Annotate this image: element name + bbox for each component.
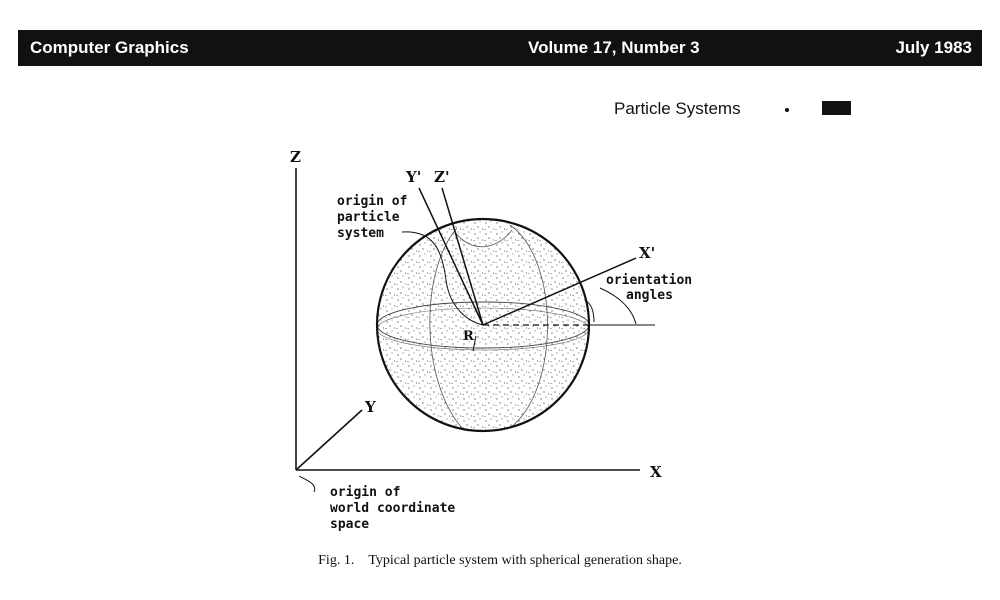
- particle-origin-label-line1: origin of: [337, 194, 408, 209]
- journal-title: Computer Graphics: [30, 38, 189, 57]
- particle-origin-label-line2: particle: [337, 210, 400, 225]
- caption-text: Typical particle system with spherical generation shape.: [368, 553, 682, 568]
- y-axis-label: Y: [365, 398, 376, 416]
- world-origin-label-line1: origin of: [330, 485, 401, 500]
- x-prime-label: X': [639, 244, 656, 262]
- y-axis-line: [296, 410, 362, 470]
- world-origin-label-line3: space: [330, 517, 370, 532]
- y-prime-label: Y': [406, 168, 422, 186]
- x-axis-label: X: [650, 463, 662, 481]
- volume-number: Volume 17, Number 3: [528, 38, 700, 57]
- issue-date: July 1983: [895, 38, 972, 57]
- world-origin-leader-curve: [299, 476, 315, 492]
- figure-number: Fig. 1.: [318, 553, 355, 568]
- section-title: Particle Systems: [614, 99, 741, 118]
- orientation-label-line1: orientation: [606, 273, 693, 288]
- z-prime-label: Z': [434, 168, 450, 186]
- orientation-label-line2: angles: [626, 288, 673, 303]
- world-origin-label-line2: world coordinate: [330, 501, 456, 516]
- figure-caption: [0, 553, 1000, 569]
- radius-label: R: [463, 329, 474, 344]
- particle-origin-label-line3: system: [337, 226, 384, 241]
- z-axis-label: Z: [290, 148, 301, 166]
